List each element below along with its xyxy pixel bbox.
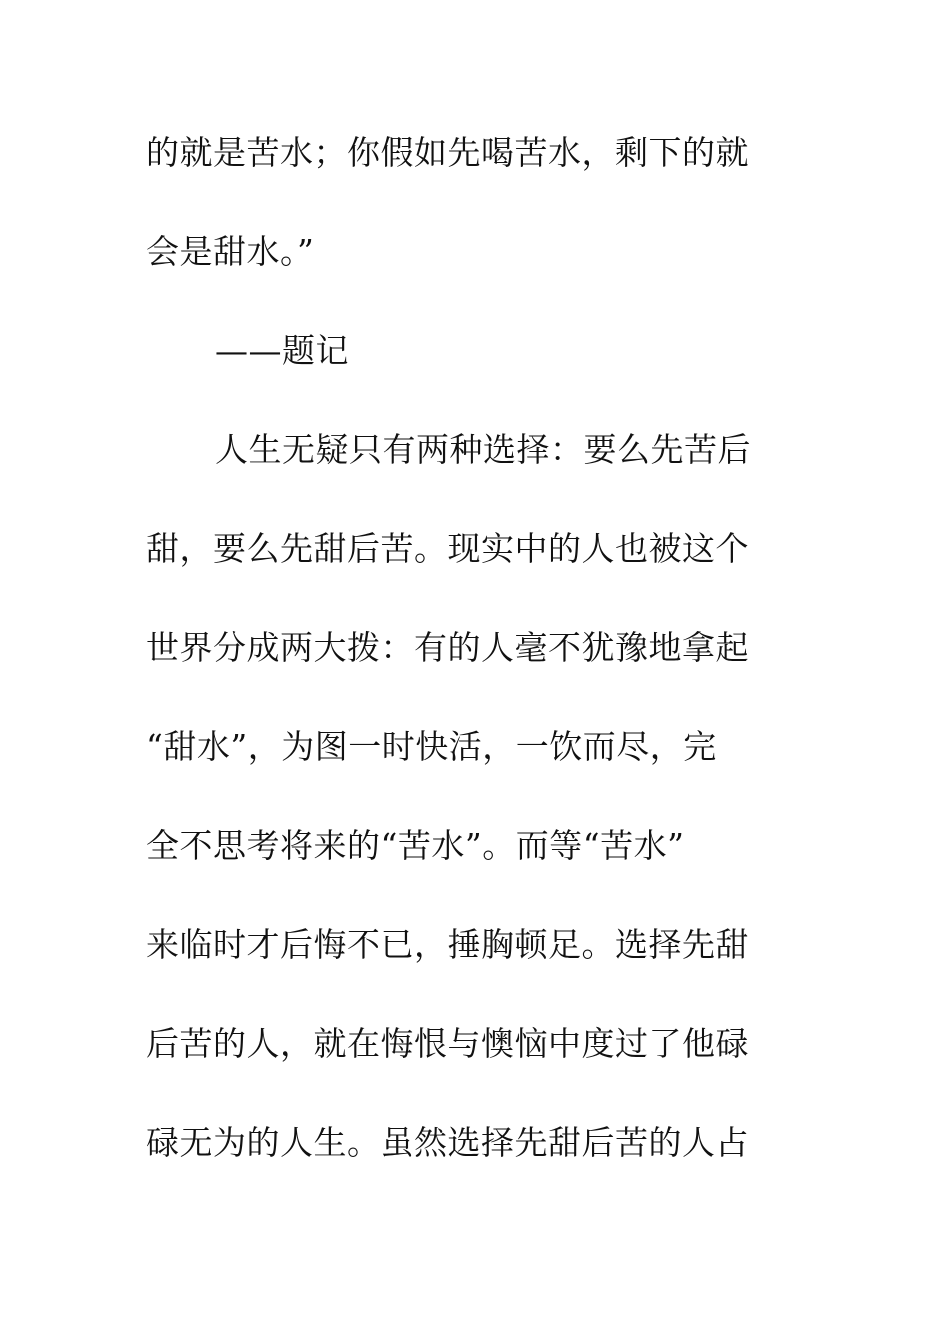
text-line: 世界分成两大拨：有的人毫不犹豫地拿起	[146, 628, 749, 667]
text-line: 甜，要么先甜后苦。现实中的人也被这个	[146, 529, 749, 568]
body-text	[146, 127, 786, 1216]
text-line: 碌无为的人生。虽然选择先甜后苦的人占	[146, 1123, 749, 1162]
text-line: 来临时才后悔不已，捶胸顿足。选择先甜	[146, 925, 749, 964]
text-line: 的就是苦水；你假如先喝苦水，剩下的就	[146, 133, 749, 172]
text-line: 全不思考将来的“苦水”。而等“苦水”	[146, 826, 685, 865]
epigraph-attribution: ——题记	[215, 331, 349, 370]
text-line: 会是甜水。”	[146, 232, 315, 271]
text-line: 后苦的人，就在悔恨与懊恼中度过了他碌	[146, 1024, 749, 1063]
text-line: “甜水”，为图一时快活，一饮而尽，完	[146, 727, 717, 766]
paragraph-start-line: 人生无疑只有两种选择：要么先苦后	[215, 430, 751, 469]
